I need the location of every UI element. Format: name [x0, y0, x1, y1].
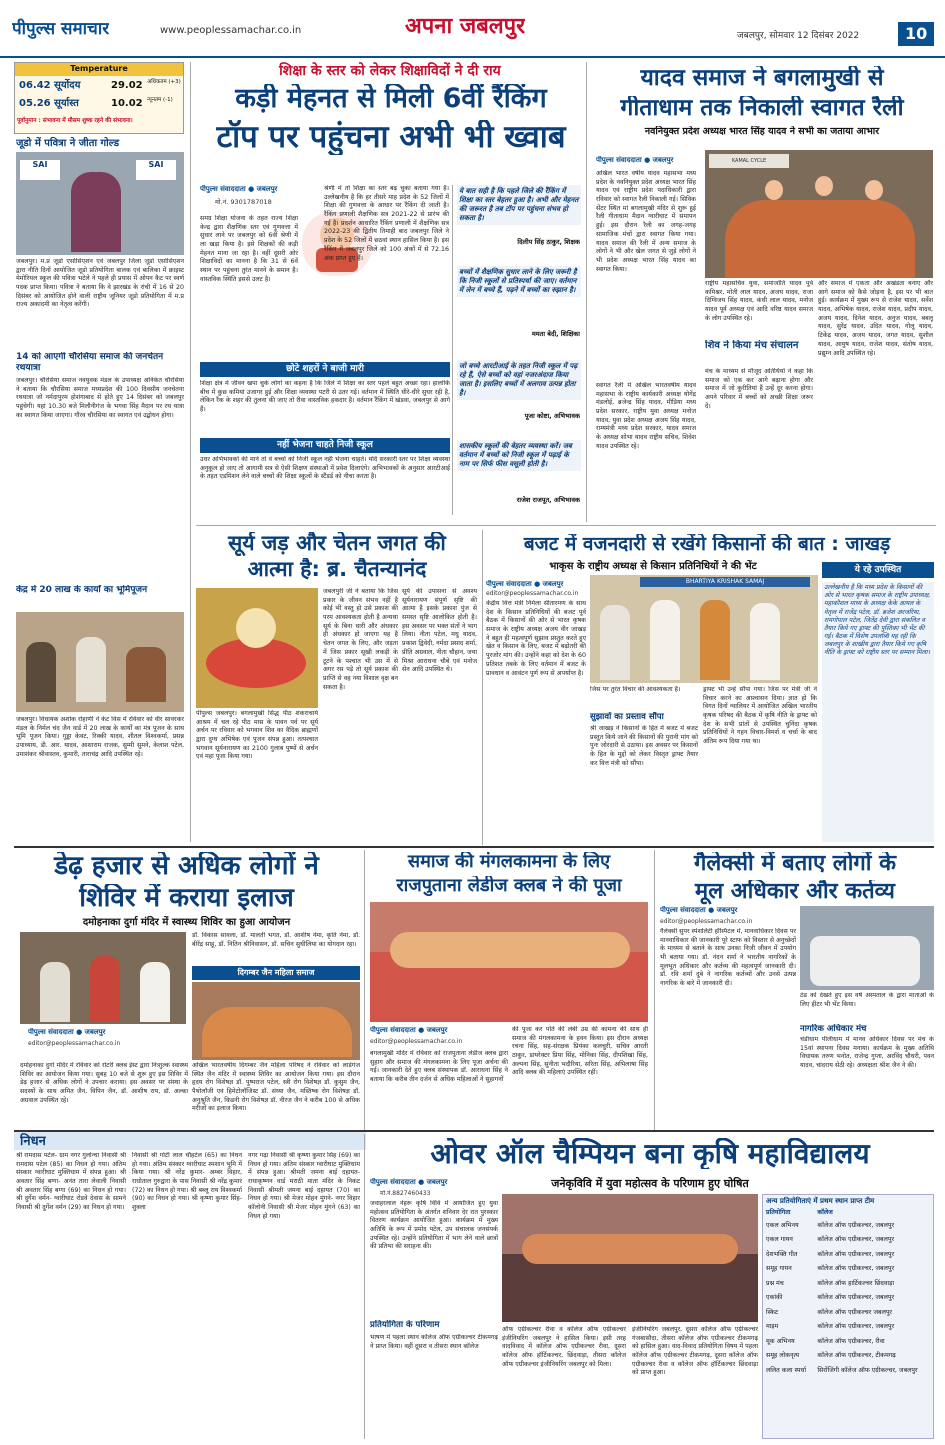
- rajputana-title-1: समाज की मंगलकामना के लिए: [407, 852, 611, 872]
- camp-title-2: शिविर में कराया इलाज: [79, 884, 294, 913]
- budget-photo-caption: जिस पर तुरंत विचार की आवश्यकता है।: [590, 686, 681, 693]
- chaurasia-title: 14 को आएगी चौरसिया समाज की जनचेतन रथयात्रा: [16, 352, 164, 374]
- sunrise: 06.42 सूर्योदय: [19, 80, 81, 91]
- table-row: [763, 1233, 933, 1248]
- jain-body: अखिल भारतवर्षीय दिगम्बर जैन महिला परिषद ने रविवार को लार्डगंज स्थित जैन मंदिर में स्वास्थ्य शिविर का आयोजन किया गया। इस दौरान हृदय रोग विशेषज्ञ डॉ. पुष्पराज पटेल, स्त्री रोग विशेषज्ञ डॉ. कुसुम जैन, पैथोलॉजी एवं हिमेटोलॉजिस्ट डॉ. संध्या जैन, मस्तिष्क रोग विशेषज्ञ डॉ. अनुश्रुति जैन, किडनी रोग विशेषज्ञ डॉ. नीरज जैन ने करीब 100 से अधिक मरीजों का इलाज किया।: [192, 1062, 360, 1113]
- winners-table: [763, 1208, 933, 1378]
- galaxy-email[interactable]: editor@peoplessamachar.co.in: [660, 918, 753, 925]
- weather-title: Temperature: [15, 63, 183, 76]
- row-divider: [14, 846, 934, 848]
- shiv-title: शिव ने किया मंच संचालन: [705, 340, 799, 351]
- budget-col3: ड्राफ्ट भी उन्हें सौंपा गया। जिस पर मंत्री जी ने विचार करने का आश्वासन दिया। ज्ञात हो कि विगत दिनों ग्वालियर में आयोजित अखिल भारतीय कृषक परिषद की बैठक में कृषि नीति के ड्राफ्ट को देश के सभी प्रांतों से उपस्थित चुनिंदा कृषक प्रतिनिधियों ने गहन विचार-विमर्श व चर्चा के बाद अंतिम रूप दिया गया था।: [703, 686, 817, 746]
- ranking-mobile: मो.नं. 9301787018: [215, 198, 272, 206]
- ranking-col2: श्रेणी में तो शिक्षा का स्तर बढ़ चुका बताया गया है। उल्लेखनीय है कि हर तीसरे माह प्रदेश के 52 जिलों में शिक्षा की गुणवत्ता के आधार पर रैंकिंग दी जाती है। रैंकिंग प्रणाली शैक्षणिक सत्र 2021-22 से प्रारंभ की गई है। प्रदर्शन आधारित रैंकिंग प्रणाली में शैक्षणिक सत्र 2022-23 की द्वितीय तिमाही बाद जबलपुर जिले ने प्रदेश के 52 जिलों में छठवां स्थान हासिल किया है। इस रैंकिंग में जबलपुर जिले को 100 अंकों में से 72.16 अंक प्राप्त हुए हैं।: [324, 185, 449, 262]
- table-row: [763, 1219, 933, 1234]
- camp-doctors: डॉ. विकास सावला, डॉ. मालती भगत, डॉ. आशीष नेमा, कृति नेमा, डॉ. बीरेंद्र साहू, डॉ. नितिन श्रीनिवासन, डॉ. सचिन सुधीलिया का योगदान रहा।: [192, 932, 360, 948]
- budget-title: बजट में वजनदारी से रखेंगे किसानों की बात : जाखड़: [523, 534, 891, 555]
- rajputana-col1: बगलामुखी मंदिर में रविवार को राजपुताना लेडीज क्लब द्वारा सुहाग और समाज की मंगलकामना के लिए पूजा अर्चना की गई। जानकारी देते हुए क्लब संस्थापक डॉ. आराधना सिंह ने बताया कि करीब तीन दर्जन से अधिक महिलाओं ने सुहागनों: [370, 1050, 508, 1084]
- galaxy-photo: [800, 906, 934, 990]
- competition-cell: प्रश्न मंच: [766, 1279, 784, 1287]
- ranking-byline: पीपुल्स संवाददाता ● जबलपुर: [200, 185, 278, 193]
- ranking-sub2-body: उधर अभिभावकों की माने तो वे बच्चों को निजी स्कूल नहीं भेजना चाहते। यदि सरकारी स्तर पर शिक्षा व्यवस्था अनुकूल हो जाए तो आगामी सत्र से ऐसी शिक्षण संस्थाओं में प्रवेश दिलाएंगे। अभिभावकों के अनुसार आरटीआई के तहत एडमिशन लेने वाले बच्चों की शिक्षा स्कूलों के स्टैंडर्ड को नीचा करता है।: [200, 456, 450, 481]
- college-cell: कॉलेज ऑफ एग्रीकल्चर, जबलपुर: [817, 1323, 895, 1331]
- krishak-banner: BHARTIYA KRISHAK SAMAJ: [640, 577, 810, 587]
- surya-title-1: सूर्य जड़ और चेतन जगत की: [228, 532, 446, 555]
- competition-cell: समूह लोकनृत्य: [766, 1352, 800, 1360]
- galaxy-body: गैलेक्सी सुपर स्पेशलिटी हॉस्पिटल में, मानवाधिकार दिवस पर मानवाधिकार की जानकारी पूरे स्टाफ को विस्तार से अनुच्छेदों के माध्यम से बताने के साथ उनका निजी जीवन में उपयोग भी बताया गया। डॉ. नंदन शर्मा ने भारतीय नागरिकों के मूलभूत अधिकार और कर्तव्य की महत्वपूर्ण जानकारी दी। डॉ. रवि शर्मा दुबे ने नागरिक कर्तव्यों और उनसे उत्पन्न नागरिक के बारे में जानकारी दी।: [660, 928, 796, 988]
- table-header: प्रतियोगिता: [766, 1209, 791, 1217]
- krishi-subtitle: जनेकृविवि में युवा महोत्सव के परिणाम हुए घोषित: [551, 1177, 749, 1190]
- judo-photo: SAI SAI: [16, 152, 184, 255]
- yadav-photo-caption: राष्ट्रीय महासचिव युवा, समाजोति यादव पूर्व कमिश्नर, मोती लाल यादव, अजय यादव, राजा दिग्विजय सिंह यादव, कंधी लाल यादव, मनोज यादव पूर्व अध्यक्ष एवं आदि वरिष्ठ यादव समाज के लोग उपस्थित रहे।: [705, 280, 813, 322]
- ranking-quote-2-name: ममता बेदी, शिक्षिका: [531, 330, 580, 338]
- obituary-col3: नगर गढ़ा निवासी श्री कृष्णा कुमार सिंह (69) का निधन हो गया। अंतिम संस्कार ग्वारीघाट मुक्तिधाम में संपन्न हुआ। श्रीमती जमना बाई दहायत- राधाकृष्णन वार्ड मराठी माता मंदिर के निकट निवासी श्रीमती जमना बाई दहायत (70) का निधन हो गया। श्री मेजर मोहन मुंगने- नगर विहार कॉलोनी निवासी श्री मेजर मोहन मुंगने (63) का निधन हो गया।: [248, 1152, 360, 1220]
- min-temp: 10.02: [111, 98, 143, 109]
- obituary-header-bar: [14, 1132, 366, 1150]
- column-divider: [364, 1134, 365, 1439]
- budget-subhead: सुझावों का प्रस्ताव सौंपा: [590, 712, 664, 722]
- competition-cell: स्किट: [766, 1308, 779, 1316]
- ranking-sub1-body: शिक्षा क्षेत्र में जीवन खपा चुके लोगों का कहना है कि जिले में शिक्षा का स्तर पहले बहुत अच्छा रहा। हालांकि बीच में कुछ कमियां उजागर हुई और शिक्षा व्यवस्था पटरी से उतर गई। वर्तमान में स्थिति धीरे-धीरे सुधर रही है, लेकिन रैंक के शहर की तुलना की जाए तो रीवा वास्तविक हकदार है। वर्तमान रैंकिंग में खंडवा, जबलपुर से आगे हैं।: [200, 380, 450, 414]
- krishi-title: ओवर ऑल चैम्पियन बना कृषि महाविद्यालय: [430, 1138, 870, 1170]
- yadav-subtitle: नवनियुक्त प्रदेश अध्यक्ष भारत सिंह यादव ने सभी का जताया आभार: [644, 126, 880, 137]
- min-label: न्यूनतम (-1): [147, 97, 173, 103]
- ranking-quote-3: जो बच्चे आरटीआई के तहत निजी स्कूल में पढ़ रहे हैं, ऐसे बच्चों को वहां नजरअंदाज किया जाता है। इसलिए बच्चों में अलगाव उत्पन्न होता है।: [457, 360, 581, 400]
- ranking-quote-4: शासकीय स्कूलों की बेहतर व्यवस्था करें। जब वर्तमान में बच्चों को निजी स्कूल में पढ़ाई के नाम पर सिर्फ फीस वसूली होती है।: [457, 440, 581, 471]
- weather-box: [14, 62, 184, 134]
- ranking-kicker: शिक्षा के स्तर को लेकर शिक्षाविदों ने दी राय: [279, 63, 501, 79]
- competition-cell: एकांकी: [766, 1294, 783, 1302]
- budget-email[interactable]: editor@peoplessamachar.co.in: [486, 590, 579, 597]
- krishi-photo: [502, 1194, 758, 1322]
- ranking-quote-3-name: पूजा कोष्टा, अभिभावक: [524, 412, 580, 420]
- budget-byline: पीपुल्स संवाददाता ● जबलपुर: [486, 580, 564, 588]
- camp-email[interactable]: editor@peoplessamachar.co.in: [28, 1040, 121, 1047]
- yadav-title-2: गीताधाम तक निकाली स्वागत रैली: [620, 96, 904, 121]
- section-title: अपना जबलपुर: [405, 14, 526, 39]
- rajputana-title-2: राजपुताना लेडीज क्लब ने की पूजा: [396, 876, 622, 896]
- ranking-col1: समग्र शिक्षा योजना के तहत राज्य शिक्षा केन्द्र द्वारा शैक्षणिक स्तर एवं गुणवत्ता में सुधार लाने पर जबलपुर को 6वीं श्रेणी में ला खड़ा किया है। इसे शिक्षकों की कड़ी मेहनत माना जा रहा है। वहीं दूसरी ओर शिक्षाविदों का मानना है कि 31 से 6वें स्थान पर पहुंचना तुरंत मानने के समान है। वास्तविक स्थिति इससे उलट है।: [200, 215, 298, 283]
- college-cell: कॉलेज ऑफ एग्रीकल्चर, जबलपुर: [817, 1221, 895, 1229]
- krishi-col2: ऑफ एग्रीकल्चर रीवा व कॉलेज ऑफ एग्रीकल्चर इंजीनियरिंग जबलपुर ने हासिल किया। इसी तरह वादविवाद में कॉलेज ऑफ एग्रीकल्चर रीवा, दूसरा कॉलेज ऑफ हॉर्टिकल्चर, छिंदवाड़ा, तीसरा कॉलेज ऑफ एग्रीकल्चर इंजीनियरिंग जबलपुर को मिला।: [502, 1326, 626, 1368]
- chaurasia-body: जबलपुर। चौरसिया समाज नवयुवक मंडल के उपाध्यक्ष अनिकेत चौरसिया ने बताया कि चौरसिया समाज मध्यप्रदेश की 100 दिवसीय जनचेतना रथयात्रा जो नर्मदापुरम होशंगाबाद से होते हुए 14 दिसंबर को जबलपुर पहुंचेगी। यहां 10.30 बजे मिलौनीगंज के भगवा सिंह मैदान पर रथ यात्रा का स्वागत किया जाएगा। गौरव चौरसिया का स्वागत एवं उद्बोधन होगा।: [16, 377, 184, 419]
- competition-cell: देशभक्ति गीत: [766, 1250, 798, 1258]
- rajputana-photo: [370, 902, 648, 1022]
- kendra-photo: [16, 612, 184, 712]
- competition-cell: एकल अभिनय: [766, 1221, 799, 1229]
- college-cell: कॉलेज ऑफ एग्रीकल्चर, जबलपुर: [817, 1236, 895, 1244]
- krishi-mobile: मो.नं.8827460433: [380, 1190, 431, 1197]
- page-number: 10: [898, 22, 934, 46]
- max-temp: 29.02: [111, 80, 143, 91]
- rajputana-email[interactable]: editor@peoplessamachar.co.in: [370, 1038, 463, 1045]
- column-divider: [654, 850, 655, 1130]
- shiv-body: मंच के माध्यम से मौजूद अतिथियों ने कहा कि समाज को एक कर आगे बढ़ाना होगा और समाज में जो कुरीतियां हैं उन्हें दूर करना होगा। अपने परिवार में बच्चों को अच्छी शिक्षा जरूर दें।: [705, 368, 813, 410]
- table-header: कॉलेज: [817, 1209, 833, 1217]
- college-cell: कॉलेज ऑफ एग्रीकल्चर, जबलपुर: [817, 1265, 895, 1273]
- ranking-title-1: कड़ी मेहनत से मिली 6वीं रैंकिंग: [235, 84, 547, 114]
- krishi-byline: पीपुल्स संवाददाता ● जबलपुर: [370, 1178, 448, 1186]
- quote-divider: [452, 185, 453, 515]
- galaxy-byline: पीपुल्स संवाददाता ● जबलपुर: [660, 906, 738, 914]
- column-divider: [364, 850, 365, 1130]
- camp-body: दमोहनाका दुर्गा मंदिर में रविवार को रोटरी क्लब ईस्ट द्वारा निःशुल्क स्वास्थ्य शिविर का आयोजन किया गया। सुबह 10 बजे से शुरू हुए इस शिविर में डेढ़ हजार से अधिक लोगों ने उपचार कराया। इस अवसर पर संस्था के सदस्यों के साथ अमित जैन, विपिन जैन, डॉ. आशीष राय, डॉ. अल्का अग्रवाल उपस्थित रहे।: [20, 1062, 188, 1104]
- winners-table-title: अन्य प्रतियोगिताएं में प्रथम स्थान प्राप्त टीम: [766, 1197, 875, 1205]
- obituary-col2: निवासी श्री गोटी लाल चौहटेल (65) का निधन हो गया। अंतिम संस्कार ग्वारीघाट श्मशान भूमि में किया गया। श्री नरेंद्र कुमार- अम्बर विहार, राधोताल गुरुद्वारा के पास निवासी श्री नरेंद्र कुमार (72) का निधन हो गया। श्री बब्लू राय विश्वकर्मा (90) का निधन हो गया। श्री कृष्णा कुमार सिंह- शुक्ला: [132, 1152, 242, 1212]
- table-row: [763, 1306, 933, 1321]
- college-cell: कॉलेज ऑफ एग्रीकल्चर, रीवा: [817, 1337, 885, 1345]
- rights-forum-title: नागरिक अधिकार मंच: [800, 1024, 867, 1034]
- ranking-quote-1: ये बात सही है कि पहले जिले की रैंकिंग में शिक्षा का स्तर बेहतर हुआ है। अभी और मेहनत की जरूरत है तब टॉप पर पहुंचना संभव हो सकता है।: [457, 185, 581, 225]
- ranking-title-2: टॉप पर पहुंचना अभी भी ख्वाब: [216, 120, 566, 155]
- present-body: उल्लेखनीय है कि मध्य प्रदेश के किसानों की ओर से भारत कृषक समाज के राष्ट्रीय उपाध्यक्ष, महाकौशल माध्य के अध्यक्ष केके आयल के नेतृत्व में राजेंद्र पटेल, डॉ. ब्रजेश अरजरिया, रामगोपाल पटेल, जितेंद्र देवी द्वारा संकलित व तैयार किये गए ड्राफ्ट की पुस्तिका भी भेंट की गई। बैठक में विशेष उपलब्धि यह रही कि जबलपुर के शाखीय द्वारा तैयार किये गए कृषि नीति के ड्राफ्ट को राष्ट्रीय स्तर पर सम्मान मिला।: [822, 582, 934, 842]
- table-row: [763, 1248, 933, 1263]
- surya-col2: सूर्य की उपासना से अवश्य सूर्यनारायण संपूर्ण सृष्टि की आत्मा है इसके प्रकाश पुंज से समस्त सृष्टि आलोकित होती है। इस अवसर पर भक्त संतों ने भाग लिया। नीता पटेल, मधु यादव, प्रकाश द्विवेदी, नर्मदा प्रसाद शर्मा, प्रीति अग्रवाल, नीता चौहान, जया मिश्रा आराधना चौबे एवं मनोज सेन आदि उपस्थित थे।: [402, 588, 477, 674]
- judo-body: जबलपुर। म.प्र जूडो एसोसिएशन एवं जबलपुर जिला जूडो एसोसिएशन द्वारा नीति दिनों आयोजित जूडो प्रतियोगिता बालक एवं बालिका में क्राइस्ट मेमोरियल स्कूल की पवित्रा भटेले ने पहले ही प्रयास में ओपन कैट पर स्वर्ण पदक प्राप्त किया। पवित्रा ने बताया कि वे झारखंड के रांची में 16 से 20 दिसंबर को आयोजित होने वाली राष्ट्रीय जूनियर जूडो प्रतियोगिता में म.प्र राज्य अकादमी का नेतृत्व करेंगी।: [16, 258, 184, 309]
- ranking-quote-2: बच्चों में शैक्षणिक सुधार लाने के लिए जरूरी है कि निजी स्कूलों से प्रतिस्पर्धा की जाए। वर्तमान में लेन में बच्चे हैं, पढ़ने में बच्चों का रुझान है।: [457, 266, 581, 297]
- table-row: [763, 1335, 933, 1350]
- galaxy-title-2: मूल अधिकार और कर्तव्य: [695, 880, 895, 904]
- jain-samaj-title: दिगम्बर जैन महिला समाज: [192, 966, 360, 980]
- rajputana-byline: पीपुल्स संवाददाता ● जबलपुर: [370, 1026, 448, 1034]
- galaxy-body-3: [660, 1058, 796, 1126]
- newspaper-logo: पीपुल्स समाचार: [12, 19, 110, 39]
- ranking-quote-4-name: राजेश राजपूत, अभिभावक: [516, 496, 580, 504]
- table-row: [763, 1277, 933, 1292]
- camp-byline: पीपुल्स संवाददाता ● जबलपुर: [28, 1028, 106, 1036]
- college-cell: कॉलेज ऑफ एग्रीकल्चर, जबलपुर: [817, 1294, 895, 1302]
- competition-cell: मूक अभिनय: [766, 1337, 795, 1345]
- competition-cell: ललित कला स्पर्धा: [766, 1366, 807, 1374]
- college-cell: कॉलेज ऑफ एग्रीकल्चर, टीकमगढ़: [817, 1352, 896, 1360]
- yadav-rally-photo: KAMAL CYCLE: [705, 150, 933, 278]
- krishi-col1: जवाहरलाल नेहरू कृषि विवि में आयोजित हुए युवा महोत्सव प्रतियोगिता के अंतर्गत शनिवार देर रात पुरस्कार वितरण कार्यक्रम आयोजित हुआ। कार्यक्रम में मुख्य अतिथि के रूप में प्रमोद पटेल, उप संचालक जनसंपर्क उपस्थित रहे। उन्होंने प्रतियोगिता में भाग लेने वाले छात्रों की प्रतिभा की सराहना की।: [370, 1200, 498, 1251]
- column-divider: [586, 62, 587, 522]
- yadav-col2: स्वागत रैली में अखिल भारतवर्षीय यादव महासभा के राष्ट्रीय कार्यकारी अध्यक्ष योगेंद्र मंडलोई, ब्रजेन्द्र सिंह यादव, मीडिया मध्य प्रदेश सरकार, राष्ट्रीय युवा अध्यक्ष मनोज यादव, युवा प्रदेश अध्यक्ष अजय सिंह यादव, राम्यमंत्री मध्य प्रदेश सरकार, यादव समाज के अध्यक्ष शोभा यादव राष्ट्रीय सचिव, शिवेश यादव उपस्थित रहे।: [596, 382, 696, 450]
- column-divider: [190, 62, 191, 842]
- sunset: 05.26 सूर्यास्त: [19, 98, 79, 109]
- yadav-title-1: यादव समाज ने बगलामुखी से: [640, 66, 884, 91]
- yadav-col4: और समाज में एकता और अखंडता बनाए और आगे समाज को कैसे जोड़ना है, इस पर भी बात हुई। कार्यक्रम में मुख्य रूप से राजेश यादव, सर्वेश यादव, अभिषेक यादव, राजेश यादव, प्रदीप यादव, अजय यादव, दिनेश यादव, अनुज यादव, बबलू यादव, सुरेंद्र यादव, उदित यादव, गोलू यादव, टिकेंद्र यादव, अजय यादव, जगत यादव, सुशील यादव, आयुष यादव, राजेश यादव, संतोष यादव, प्रद्युम्न आदि उपस्थित रहे।: [818, 280, 933, 357]
- surya-photo: [196, 588, 318, 708]
- yadav-byline: पीपुल्स संवाददाता ● जबलपुर: [596, 156, 674, 164]
- surya-caption: पीपुल्स जबलपुर। बगलामुखी सिद्ध पीठ शंकराचार्य आश्रम में चल रहे पीठ मास के पावन पर्व पर सूर्य अर्चन पर रविवार को भगवान शिव का वैदिक ब्राह्मणों द्वारा दुग्ध अभिषेक एवं पूजन संपन्न हुआ। तत्पश्चात भगवान सूर्यनारायण का 2100 गुलाब पुष्पों से अर्चन एवं महा पूजा किया गया।: [196, 710, 318, 761]
- present-title: ये रहे उपस्थित: [822, 562, 934, 578]
- winners-table-box: [762, 1194, 934, 1439]
- galaxy-photo-caption: ठंड को देखते हुए इस वर्ष अस्पताल के द्वारा माताओं के लिए हीटर भी भेंट किया।: [800, 992, 934, 1008]
- rajputana-col2: की पूजा कर पति की लंबी उम्र की कामना की साथ ही समाज की मंगलकामना के हवन किया। इस दौरान अध्यक्ष रचना सिंह, सह-संरक्षक प्रियंका कलचुरी, सचिव आरती ठाकुर, डायरेक्टर प्रिया सिंह, मोनिका सिंह, दीपशिखा सिंह, अल्पना सिंह, सुनीता भदौरिया, सरिता सिंह, अभिलाषा सिंह आदि क्लब की महिलाएं उपस्थित रहीं।: [512, 1026, 648, 1077]
- table-row: [763, 1262, 933, 1277]
- competition-cell: माइम: [766, 1323, 779, 1331]
- budget-col1: केंद्रीय वित्त मंत्री निर्मला सीतारमण के साथ देश के किसान प्रतिनिधियों की बजट पूर्व बैठक में किसानों की ओर से भारत कृषक समाज के राष्ट्रीय अध्यक्ष अजय वीर जाखड़ ने बहुत ही महत्वपूर्ण सुझाव प्रस्तुत करते हुए खेत व किसान के लिए, बजट में बढ़ोतरी की पुरजोर मांग की। उन्होंने कहा को देश के 60 प्रतिशत तबके के लिए वर्तमान में बजट के प्रावधान व आवंटन पूर्ण रूप से अपर्याप्त है।: [486, 600, 586, 677]
- camp-subtitle: दमोहनाका दुर्गा मंदिर में स्वास्थ्य शिविर का हुआ आयोजन: [82, 917, 291, 928]
- ranking-subhead-2: नहीं भेजना चाहते निजी स्कूल: [200, 438, 450, 453]
- competition-cell: समूह गायन: [766, 1265, 792, 1273]
- table-row: [763, 1349, 933, 1364]
- budget-col2: श्री जाखड़ ने किसानों के हित में बजट में बजट प्रस्तुत किये जाने की किसानों की पुरानी मांग को पुनः जोरदारी से उठाया। इस अवसर पर किसानों के हित के मुद्दों को लेकर विस्तृत ड्राफ्ट तैयार कर वित्त मंत्री को सौंपा।: [590, 725, 698, 767]
- table-row: [763, 1320, 933, 1335]
- galaxy-body-2: चंडीधाम पीलीधाम में मानव अधिकार दिवस पर मंच के 15वां स्थापना दिवस मनाया। कार्यक्रम के मुख्य अतिथि विधायक तरुण भनोत, राजेन्द्र गुप्ता, अरविंद चौधरी, पवन यादव, चांदराय सेठी रहे। अध्यक्षता श्रीश जैन ने की।: [800, 1036, 934, 1070]
- krishi-col1b: भाषण में पहला स्थान कॉलेज ऑफ एग्रीकल्चर टीकमगढ़ ने प्राप्त किया। वहीं दूसरा व तीसरा स्थान कॉलेज: [370, 1334, 498, 1350]
- college-cell: कॉलेज ऑफ हार्टिकल्चर छिंदवाड़ा: [817, 1279, 894, 1287]
- surya-col1: जबलपुरी जी ने बताया कि जिस प्रकार के जीवन संभव नहीं है कोई भी वस्तु हो उसे प्रकाश की परम आवश्यकता होती है अन्यथा सूर्य के बिना धारी और अंधकार ही अंधकार हो जाएगा यह है चेतन जगत के लिए, और जड़ता में जिस प्रकार सूखी लकड़ी के टूटने के पश्चात भी उस में से अगर रस पड़े तो सूर्य प्रकाश की प्राप्ति से वह नया विशाल वृक्ष बन सकता है।: [323, 588, 398, 691]
- ranking-subhead-1: छोटे शहरों ने बाजी मारी: [200, 362, 450, 377]
- website-url[interactable]: www.peoplessamachar.co.in: [160, 25, 302, 36]
- college-cell: कॉलेज ऑफ एग्रीकल्चर, जबलपुर: [817, 1250, 895, 1258]
- galaxy-title-1: गैलेक्सी में बताए लोगों के: [693, 852, 897, 876]
- issue-date: जबलपुर, सोमवार 12 दिसंबर 2022: [737, 31, 860, 41]
- obituary-col1: श्री रामदास पटेल- ग्राम नगर गुलोन्चा निवासी श्री रामदास पटेल (85) का निधन हो गया। अंतिम संस्कार ग्वारीघाट मुक्तिधाम में संपन्न हुआ। श्री अवतार सिंह बग्गा- अनंत तारा लेवाली निवासी श्री अवतार सिंह बग्गा (69) का निधन हो गया। श्री दुर्गेश वर्मन- ग्वारीघाट रोडवे देवास के सामने निवासी श्री दुर्गेश वर्मन (29) का निधन हो गया।: [16, 1152, 126, 1212]
- yadav-col1: अखिल भारत वर्षीय यादव महासभा मध्य प्रदेश के नवनियुक्त प्रदेश अध्यक्ष भारत सिंह यादव एवं राष्ट्रीय प्रदेश पदाधिकारी द्वारा रविवार को स्वागत रैली निकाली गई। सिविक सेंटर स्थित मां बगलामुखी मंदिर से शुरू हुई रैली गीताधाम मैदान ग्वारीघाट में समापन हुई। इस दौरान रैली का जगह-जगह सामाजिक मंचों द्वारा स्वागत किया गया। यादव समाज की रैली में अन्य समाज के लोगों ने भी और खेल जगत से जुड़े लोगों ने भी प्रदेश अध्यक्ष भारत सिंह यादव का स्वागत किया।: [596, 170, 696, 273]
- results-subhead: प्रतियोगिता के परिणाम: [370, 1320, 440, 1330]
- camp-photo: [20, 932, 186, 1024]
- kendra-title: केंद्र में 20 लाख के कार्यों का भूमिपूजन: [16, 585, 148, 595]
- kendra-body: जबलपुर। विधायक अशोक रोहाणी ने केंट विस में रविवार को वीर सावरकर मंडल के निर्मल चंद जैन वार्ड में 20 लाख के कार्यों का मंत्र पूजन के साथ भूमि पूजन किया। गुड्डा केवट, रिक्की यादव, शीतल विश्वकर्मा, प्रसन्न उपाध्याय, डी. आर. यादव, आशाराम राजक, सुम्मी सुमने, केलाश पटेल, उमाशंकर श्रीवास्तव, कुमारी, ताराचंद्र आदि उपस्थित रहे।: [16, 716, 184, 758]
- ranking-quote-1-name: दिलीप सिंह ठाकुर, शिक्षक: [517, 238, 580, 246]
- forecast: पूर्वानुमान : संभावना में मौसम शुष्क रहने की संभावना।: [17, 118, 133, 124]
- row-divider: [196, 525, 936, 526]
- college-cell: कॉलेज ऑफ एग्रीकल्चर जबलपुर: [817, 1308, 893, 1316]
- jain-photo: [192, 982, 360, 1060]
- camp-title-1: डेढ़ हजार से अधिक लोगों ने: [54, 852, 319, 881]
- table-row: [763, 1291, 933, 1306]
- surya-title-2: आत्मा है: ब्र. चैतन्यानंद: [247, 558, 427, 581]
- budget-photo: [590, 575, 818, 683]
- obituary-title: निधन: [20, 1134, 46, 1149]
- column-divider: [482, 530, 483, 845]
- judo-title: जूडो में पवित्रा ने जीता गोल्ड: [16, 138, 120, 149]
- competition-cell: एकल गायन: [766, 1236, 793, 1244]
- budget-subtitle: भाकृस के राष्ट्रीय अध्यक्ष से किसान प्रतिनिधियों ने की भेंट: [549, 561, 757, 572]
- table-row: [763, 1364, 933, 1379]
- college-cell: सिरोंजिंगी कॉलेज ऑफ एग्रीकल्चर, जबलपुर: [817, 1366, 918, 1374]
- krishi-col3: इंजीनियरिंग जबलपुर, दूसरा कॉलेज ऑफ एग्रीकल्चर गंजबासौदा, तीसरा कॉलेज ऑफ एग्रीकल्चर टीकमगढ़ को हासिल हुआ। वाद-विवाद प्रतियोगिता विषय में पहला कॉलेज ऑफ एग्रीकल्चर टीकमगढ़, दूसरा कॉलेज ऑफ एग्रीकल्चर रीवा व कॉलेज ऑफ हॉर्टिकल्चर छिंदवाड़ा को प्राप्त हुआ।: [632, 1326, 758, 1377]
- max-label: अधिकतम (+3): [147, 79, 181, 85]
